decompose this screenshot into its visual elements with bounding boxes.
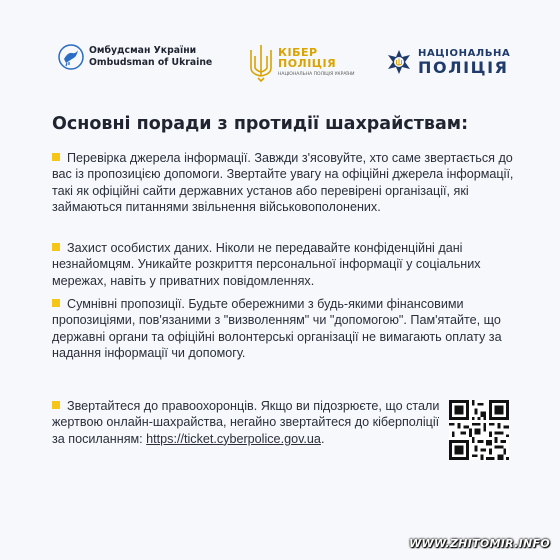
bullet-marker bbox=[52, 153, 60, 161]
police-star-icon bbox=[386, 49, 412, 75]
cyber-subtitle: НАЦІОНАЛЬНА ПОЛІЦІЯ УКРАЇНИ bbox=[278, 71, 355, 77]
tip-text: Захист особистих даних. Ніколи не передавайте конфіденційні дані незнайомцям. Уникайте розкриття персональної інформації у соціальних мережах, навіть у приватних повідомленнях. bbox=[52, 241, 481, 288]
tip-contact-police bbox=[52, 398, 442, 447]
tip-source-check bbox=[52, 150, 522, 216]
national-police-logo bbox=[386, 48, 510, 76]
ombudsman-logo bbox=[58, 44, 212, 70]
ombudsman-name-ua: Омбудсман України bbox=[89, 45, 197, 56]
cyberpolice-logo bbox=[248, 42, 354, 82]
bullet-marker bbox=[52, 299, 60, 307]
tip-end: . bbox=[320, 431, 325, 446]
tip-text: Перевірка джерела інформації. Завжди з'ясовуйте, хто саме звертається до вас із пропозицією допомоги. Звертайте увагу на офіційні джерела інформації, такі як офіційні сайти державних установ або перевірені організації, які займаються питаннями звільнення військовополонених. bbox=[52, 151, 514, 215]
cyber-label: КІБЕР bbox=[278, 45, 318, 59]
tip-text: Сумнівні пропозиції. Будьте обережними з будь-якими фінансовими пропозиціями, пов'язаними з "визволенням" чи "допомогою". Пам'ятайте, що державні органи та офіційні волонтерські організації не вимагають оплату за надання інформації чи допомогу. bbox=[52, 297, 502, 361]
ombudsman-name-en: Ombudsman of Ukraine bbox=[89, 57, 213, 68]
police-line1: НАЦІОНАЛЬНА bbox=[418, 48, 511, 59]
page-title: Основні поради з протидії шахрайствам: bbox=[52, 114, 469, 134]
trident-icon bbox=[248, 42, 274, 82]
tip-text: Звертайтеся до правоохоронців. Якщо ви підозрюєте, що стали жертвою онлайн-шахрайства, негайно звертайтеся до кіберполіції за посиланням: bbox=[52, 399, 440, 446]
qr-code[interactable] bbox=[449, 400, 509, 460]
site-watermark: WWW.ZHITOMIR.INFO bbox=[409, 537, 550, 550]
tip-suspicious-offers bbox=[52, 296, 522, 362]
bullet-marker bbox=[52, 401, 60, 409]
police-line2: ПОЛІЦІЯ bbox=[418, 58, 509, 77]
tip-personal-data bbox=[52, 240, 522, 289]
dove-hand-icon bbox=[58, 44, 84, 70]
cyberpolice-link[interactable]: https://ticket.cyberpolice.gov.ua bbox=[146, 431, 321, 446]
police-label: ПОЛІЦІЯ bbox=[278, 56, 337, 70]
bullet-marker bbox=[52, 243, 60, 251]
header-logos bbox=[0, 38, 560, 98]
